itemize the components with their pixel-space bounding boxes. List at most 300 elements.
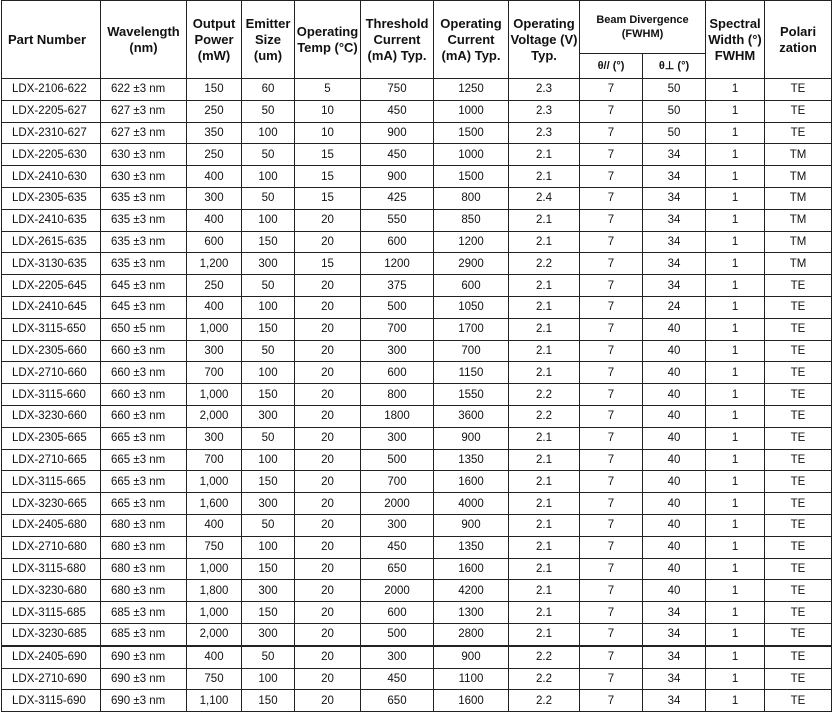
cell-operating-temp: 20 [295, 646, 361, 668]
header-operating-voltage: Operating Voltage (V) Typ. [509, 1, 580, 79]
cell-emitter-size: 150 [242, 690, 295, 712]
cell-polarization: TE [765, 690, 832, 712]
cell-theta-perp: 34 [643, 144, 706, 166]
cell-operating-temp: 20 [295, 471, 361, 493]
cell-operating-temp: 20 [295, 275, 361, 297]
cell-theta-perp: 40 [643, 318, 706, 340]
cell-part-number: LDX-2710-665 [2, 449, 101, 471]
cell-operating-current: 1150 [434, 362, 509, 384]
cell-theta-perp: 34 [643, 209, 706, 231]
cell-wavelength: 685 ±3 nm [101, 623, 187, 645]
cell-part-number: LDX-2305-660 [2, 340, 101, 362]
cell-part-number: LDX-3230-680 [2, 580, 101, 602]
cell-theta-parallel: 7 [580, 514, 643, 536]
cell-operating-temp: 15 [295, 166, 361, 188]
header-beam-divergence: Beam Divergence (FWHM) [580, 1, 706, 54]
cell-polarization: TE [765, 340, 832, 362]
table-row [2, 427, 832, 449]
cell-operating-voltage: 2.1 [509, 144, 580, 166]
cell-theta-parallel: 7 [580, 384, 643, 406]
cell-spectral-width: 1 [706, 384, 765, 406]
cell-operating-temp: 20 [295, 362, 361, 384]
cell-wavelength: 660 ±3 nm [101, 340, 187, 362]
cell-polarization: TE [765, 493, 832, 515]
cell-spectral-width: 1 [706, 514, 765, 536]
cell-wavelength: 665 ±3 nm [101, 471, 187, 493]
cell-emitter-size: 300 [242, 405, 295, 427]
cell-operating-temp: 10 [295, 122, 361, 144]
cell-part-number: LDX-3115-685 [2, 602, 101, 624]
cell-threshold-current: 550 [361, 209, 434, 231]
cell-output-power: 1,000 [187, 384, 242, 406]
cell-theta-perp: 40 [643, 580, 706, 602]
cell-theta-perp: 40 [643, 514, 706, 536]
table-row [2, 602, 832, 624]
cell-operating-current: 1300 [434, 602, 509, 624]
cell-output-power: 2,000 [187, 405, 242, 427]
table-row [2, 296, 832, 318]
cell-theta-perp: 34 [643, 275, 706, 297]
cell-theta-parallel: 7 [580, 187, 643, 209]
cell-threshold-current: 450 [361, 144, 434, 166]
cell-theta-parallel: 7 [580, 493, 643, 515]
cell-polarization: TE [765, 362, 832, 384]
cell-threshold-current: 900 [361, 122, 434, 144]
cell-theta-perp: 40 [643, 558, 706, 580]
cell-output-power: 700 [187, 362, 242, 384]
cell-threshold-current: 650 [361, 558, 434, 580]
cell-theta-perp: 40 [643, 493, 706, 515]
cell-spectral-width: 1 [706, 580, 765, 602]
table-row [2, 166, 832, 188]
cell-operating-current: 4000 [434, 493, 509, 515]
cell-operating-voltage: 2.1 [509, 340, 580, 362]
cell-threshold-current: 500 [361, 623, 434, 645]
cell-threshold-current: 700 [361, 318, 434, 340]
cell-operating-temp: 20 [295, 668, 361, 690]
cell-theta-parallel: 7 [580, 623, 643, 645]
cell-operating-temp: 20 [295, 209, 361, 231]
cell-operating-voltage: 2.2 [509, 405, 580, 427]
cell-part-number: LDX-2410-630 [2, 166, 101, 188]
cell-spectral-width: 1 [706, 296, 765, 318]
cell-polarization: TE [765, 100, 832, 122]
cell-threshold-current: 800 [361, 384, 434, 406]
cell-threshold-current: 375 [361, 275, 434, 297]
cell-operating-current: 1700 [434, 318, 509, 340]
cell-emitter-size: 50 [242, 514, 295, 536]
table-row [2, 144, 832, 166]
cell-operating-current: 1050 [434, 296, 509, 318]
cell-operating-temp: 20 [295, 405, 361, 427]
cell-polarization: TE [765, 668, 832, 690]
cell-theta-parallel: 7 [580, 602, 643, 624]
cell-threshold-current: 450 [361, 668, 434, 690]
cell-operating-voltage: 2.1 [509, 275, 580, 297]
cell-threshold-current: 300 [361, 514, 434, 536]
cell-operating-temp: 10 [295, 100, 361, 122]
cell-part-number: LDX-2310-627 [2, 122, 101, 144]
cell-wavelength: 680 ±3 nm [101, 580, 187, 602]
cell-spectral-width: 1 [706, 493, 765, 515]
cell-emitter-size: 150 [242, 384, 295, 406]
table-row [2, 340, 832, 362]
cell-operating-voltage: 2.1 [509, 318, 580, 340]
cell-theta-parallel: 7 [580, 318, 643, 340]
cell-wavelength: 630 ±3 nm [101, 144, 187, 166]
cell-wavelength: 635 ±3 nm [101, 209, 187, 231]
cell-theta-parallel: 7 [580, 580, 643, 602]
cell-emitter-size: 50 [242, 275, 295, 297]
cell-output-power: 1,000 [187, 318, 242, 340]
table-row [2, 275, 832, 297]
cell-emitter-size: 100 [242, 209, 295, 231]
cell-theta-parallel: 7 [580, 558, 643, 580]
cell-wavelength: 690 ±3 nm [101, 668, 187, 690]
cell-wavelength: 680 ±3 nm [101, 514, 187, 536]
cell-threshold-current: 2000 [361, 493, 434, 515]
cell-output-power: 1,000 [187, 602, 242, 624]
cell-spectral-width: 1 [706, 187, 765, 209]
cell-operating-voltage: 2.1 [509, 166, 580, 188]
cell-operating-voltage: 2.1 [509, 580, 580, 602]
cell-part-number: LDX-2405-690 [2, 646, 101, 668]
cell-polarization: TM [765, 166, 832, 188]
cell-emitter-size: 300 [242, 253, 295, 275]
cell-operating-temp: 20 [295, 602, 361, 624]
cell-theta-parallel: 7 [580, 690, 643, 712]
cell-operating-voltage: 2.3 [509, 100, 580, 122]
cell-operating-current: 600 [434, 275, 509, 297]
cell-operating-voltage: 2.1 [509, 602, 580, 624]
cell-part-number: LDX-2710-680 [2, 536, 101, 558]
cell-theta-parallel: 7 [580, 275, 643, 297]
header-part-number: Part Number [2, 1, 101, 79]
table-row [2, 100, 832, 122]
cell-polarization: TE [765, 623, 832, 645]
cell-operating-voltage: 2.1 [509, 209, 580, 231]
cell-spectral-width: 1 [706, 536, 765, 558]
cell-emitter-size: 150 [242, 318, 295, 340]
header-operating-temp: Operating Temp (°C) [295, 1, 361, 79]
cell-spectral-width: 1 [706, 231, 765, 253]
cell-output-power: 400 [187, 209, 242, 231]
cell-operating-voltage: 2.1 [509, 449, 580, 471]
cell-part-number: LDX-3115-665 [2, 471, 101, 493]
cell-spectral-width: 1 [706, 558, 765, 580]
cell-operating-current: 1000 [434, 100, 509, 122]
cell-wavelength: 627 ±3 nm [101, 122, 187, 144]
cell-emitter-size: 300 [242, 580, 295, 602]
cell-theta-perp: 40 [643, 405, 706, 427]
cell-operating-voltage: 2.2 [509, 253, 580, 275]
cell-part-number: LDX-3230-660 [2, 405, 101, 427]
cell-operating-voltage: 2.2 [509, 668, 580, 690]
cell-operating-temp: 20 [295, 384, 361, 406]
cell-operating-current: 1500 [434, 166, 509, 188]
cell-operating-temp: 20 [295, 449, 361, 471]
cell-threshold-current: 300 [361, 340, 434, 362]
table-body [2, 79, 832, 712]
cell-output-power: 300 [187, 427, 242, 449]
cell-operating-voltage: 2.1 [509, 231, 580, 253]
cell-output-power: 400 [187, 646, 242, 668]
cell-theta-perp: 40 [643, 384, 706, 406]
cell-output-power: 1,200 [187, 253, 242, 275]
cell-part-number: LDX-3230-685 [2, 623, 101, 645]
cell-theta-perp: 40 [643, 362, 706, 384]
cell-operating-current: 700 [434, 340, 509, 362]
cell-emitter-size: 100 [242, 362, 295, 384]
cell-operating-temp: 15 [295, 253, 361, 275]
cell-polarization: TE [765, 275, 832, 297]
cell-wavelength: 660 ±3 nm [101, 384, 187, 406]
cell-part-number: LDX-2305-665 [2, 427, 101, 449]
cell-operating-current: 1250 [434, 79, 509, 101]
header-wavelength: Wavelength (nm) [101, 1, 187, 79]
cell-wavelength: 650 ±5 nm [101, 318, 187, 340]
cell-part-number: LDX-3115-650 [2, 318, 101, 340]
cell-part-number: LDX-2405-680 [2, 514, 101, 536]
cell-operating-voltage: 2.1 [509, 493, 580, 515]
cell-theta-perp: 34 [643, 231, 706, 253]
table-row [2, 536, 832, 558]
cell-wavelength: 680 ±3 nm [101, 536, 187, 558]
cell-operating-current: 3600 [434, 405, 509, 427]
cell-theta-perp: 24 [643, 296, 706, 318]
cell-spectral-width: 1 [706, 427, 765, 449]
cell-emitter-size: 150 [242, 602, 295, 624]
cell-part-number: LDX-2410-635 [2, 209, 101, 231]
cell-spectral-width: 1 [706, 623, 765, 645]
table-row [2, 623, 832, 645]
cell-operating-temp: 15 [295, 187, 361, 209]
cell-theta-parallel: 7 [580, 449, 643, 471]
cell-operating-voltage: 2.2 [509, 384, 580, 406]
cell-part-number: LDX-2205-645 [2, 275, 101, 297]
cell-polarization: TE [765, 536, 832, 558]
table-row [2, 318, 832, 340]
cell-wavelength: 660 ±3 nm [101, 362, 187, 384]
cell-wavelength: 635 ±3 nm [101, 253, 187, 275]
cell-output-power: 350 [187, 122, 242, 144]
cell-operating-voltage: 2.1 [509, 514, 580, 536]
cell-part-number: LDX-3115-680 [2, 558, 101, 580]
cell-wavelength: 690 ±3 nm [101, 646, 187, 668]
cell-output-power: 250 [187, 100, 242, 122]
cell-theta-perp: 34 [643, 623, 706, 645]
cell-part-number: LDX-2305-635 [2, 187, 101, 209]
cell-operating-current: 2900 [434, 253, 509, 275]
cell-operating-temp: 20 [295, 296, 361, 318]
cell-spectral-width: 1 [706, 602, 765, 624]
cell-theta-perp: 50 [643, 122, 706, 144]
table-row [2, 558, 832, 580]
cell-operating-voltage: 2.1 [509, 536, 580, 558]
cell-emitter-size: 150 [242, 231, 295, 253]
cell-emitter-size: 100 [242, 449, 295, 471]
header-theta-perp: θ⊥ (°) [643, 54, 706, 79]
table-row [2, 122, 832, 144]
cell-emitter-size: 100 [242, 166, 295, 188]
cell-part-number: LDX-3115-660 [2, 384, 101, 406]
cell-operating-current: 900 [434, 427, 509, 449]
table-row [2, 231, 832, 253]
cell-spectral-width: 1 [706, 362, 765, 384]
cell-operating-voltage: 2.1 [509, 427, 580, 449]
cell-operating-temp: 15 [295, 144, 361, 166]
cell-threshold-current: 450 [361, 536, 434, 558]
cell-operating-current: 2800 [434, 623, 509, 645]
cell-operating-voltage: 2.2 [509, 646, 580, 668]
table-row [2, 384, 832, 406]
cell-operating-current: 900 [434, 514, 509, 536]
cell-part-number: LDX-3115-690 [2, 690, 101, 712]
cell-wavelength: 627 ±3 nm [101, 100, 187, 122]
cell-operating-current: 4200 [434, 580, 509, 602]
cell-theta-parallel: 7 [580, 646, 643, 668]
cell-emitter-size: 100 [242, 536, 295, 558]
cell-threshold-current: 700 [361, 471, 434, 493]
cell-spectral-width: 1 [706, 100, 765, 122]
cell-part-number: LDX-2205-627 [2, 100, 101, 122]
cell-spectral-width: 1 [706, 690, 765, 712]
cell-operating-current: 1350 [434, 449, 509, 471]
cell-operating-current: 800 [434, 187, 509, 209]
cell-output-power: 1,100 [187, 690, 242, 712]
cell-wavelength: 635 ±3 nm [101, 187, 187, 209]
header-spectral-width: Spectral Width (°) FWHM [706, 1, 765, 79]
cell-operating-temp: 20 [295, 318, 361, 340]
cell-emitter-size: 60 [242, 79, 295, 101]
cell-polarization: TM [765, 187, 832, 209]
cell-threshold-current: 650 [361, 690, 434, 712]
cell-part-number: LDX-3230-665 [2, 493, 101, 515]
cell-theta-parallel: 7 [580, 209, 643, 231]
cell-polarization: TE [765, 122, 832, 144]
cell-operating-voltage: 2.2 [509, 690, 580, 712]
cell-output-power: 300 [187, 340, 242, 362]
cell-theta-perp: 40 [643, 340, 706, 362]
cell-threshold-current: 500 [361, 296, 434, 318]
cell-theta-parallel: 7 [580, 166, 643, 188]
cell-operating-temp: 20 [295, 493, 361, 515]
cell-theta-parallel: 7 [580, 231, 643, 253]
cell-threshold-current: 1800 [361, 405, 434, 427]
header-operating-current: Operating Current (mA) Typ. [434, 1, 509, 79]
cell-spectral-width: 1 [706, 166, 765, 188]
cell-threshold-current: 500 [361, 449, 434, 471]
table-header [2, 1, 832, 79]
cell-theta-perp: 34 [643, 602, 706, 624]
table-row [2, 580, 832, 602]
cell-polarization: TE [765, 471, 832, 493]
cell-polarization: TE [765, 558, 832, 580]
cell-theta-parallel: 7 [580, 340, 643, 362]
cell-theta-perp: 40 [643, 427, 706, 449]
cell-theta-perp: 34 [643, 166, 706, 188]
cell-spectral-width: 1 [706, 253, 765, 275]
cell-polarization: TE [765, 318, 832, 340]
cell-operating-temp: 20 [295, 623, 361, 645]
cell-threshold-current: 300 [361, 427, 434, 449]
cell-operating-voltage: 2.3 [509, 122, 580, 144]
cell-operating-voltage: 2.1 [509, 558, 580, 580]
cell-theta-perp: 34 [643, 187, 706, 209]
cell-wavelength: 665 ±3 nm [101, 427, 187, 449]
cell-polarization: TE [765, 449, 832, 471]
spec-table-container [1, 0, 831, 712]
cell-spectral-width: 1 [706, 144, 765, 166]
cell-operating-current: 1600 [434, 558, 509, 580]
cell-wavelength: 685 ±3 nm [101, 602, 187, 624]
cell-emitter-size: 150 [242, 558, 295, 580]
cell-theta-parallel: 7 [580, 362, 643, 384]
cell-theta-perp: 34 [643, 253, 706, 275]
cell-output-power: 1,000 [187, 558, 242, 580]
cell-emitter-size: 50 [242, 144, 295, 166]
cell-output-power: 250 [187, 275, 242, 297]
cell-emitter-size: 300 [242, 623, 295, 645]
cell-operating-current: 1350 [434, 536, 509, 558]
cell-part-number: LDX-2205-630 [2, 144, 101, 166]
cell-spectral-width: 1 [706, 668, 765, 690]
cell-polarization: TM [765, 209, 832, 231]
cell-polarization: TM [765, 231, 832, 253]
cell-polarization: TE [765, 602, 832, 624]
cell-emitter-size: 50 [242, 187, 295, 209]
cell-spectral-width: 1 [706, 275, 765, 297]
cell-emitter-size: 100 [242, 122, 295, 144]
table-row [2, 209, 832, 231]
cell-polarization: TE [765, 514, 832, 536]
cell-theta-parallel: 7 [580, 144, 643, 166]
cell-emitter-size: 150 [242, 471, 295, 493]
cell-operating-voltage: 2.1 [509, 296, 580, 318]
header-emitter-size: Emitter Size (um) [242, 1, 295, 79]
cell-polarization: TE [765, 405, 832, 427]
table-row [2, 79, 832, 101]
table-row [2, 514, 832, 536]
cell-theta-perp: 34 [643, 668, 706, 690]
table-row [2, 690, 832, 712]
cell-threshold-current: 300 [361, 646, 434, 668]
cell-spectral-width: 1 [706, 209, 765, 231]
cell-polarization: TE [765, 580, 832, 602]
cell-theta-perp: 34 [643, 690, 706, 712]
cell-threshold-current: 900 [361, 166, 434, 188]
header-threshold-current: Threshold Current (mA) Typ. [361, 1, 434, 79]
cell-wavelength: 630 ±3 nm [101, 166, 187, 188]
table-row [2, 493, 832, 515]
cell-theta-perp: 40 [643, 449, 706, 471]
cell-threshold-current: 600 [361, 231, 434, 253]
cell-wavelength: 622 ±3 nm [101, 79, 187, 101]
cell-threshold-current: 750 [361, 79, 434, 101]
cell-threshold-current: 600 [361, 602, 434, 624]
cell-output-power: 300 [187, 187, 242, 209]
cell-theta-perp: 34 [643, 646, 706, 668]
cell-output-power: 400 [187, 166, 242, 188]
cell-threshold-current: 450 [361, 100, 434, 122]
cell-operating-current: 850 [434, 209, 509, 231]
cell-part-number: LDX-2710-690 [2, 668, 101, 690]
cell-operating-temp: 20 [295, 427, 361, 449]
cell-polarization: TE [765, 79, 832, 101]
cell-wavelength: 660 ±3 nm [101, 405, 187, 427]
cell-operating-current: 1200 [434, 231, 509, 253]
cell-output-power: 1,800 [187, 580, 242, 602]
